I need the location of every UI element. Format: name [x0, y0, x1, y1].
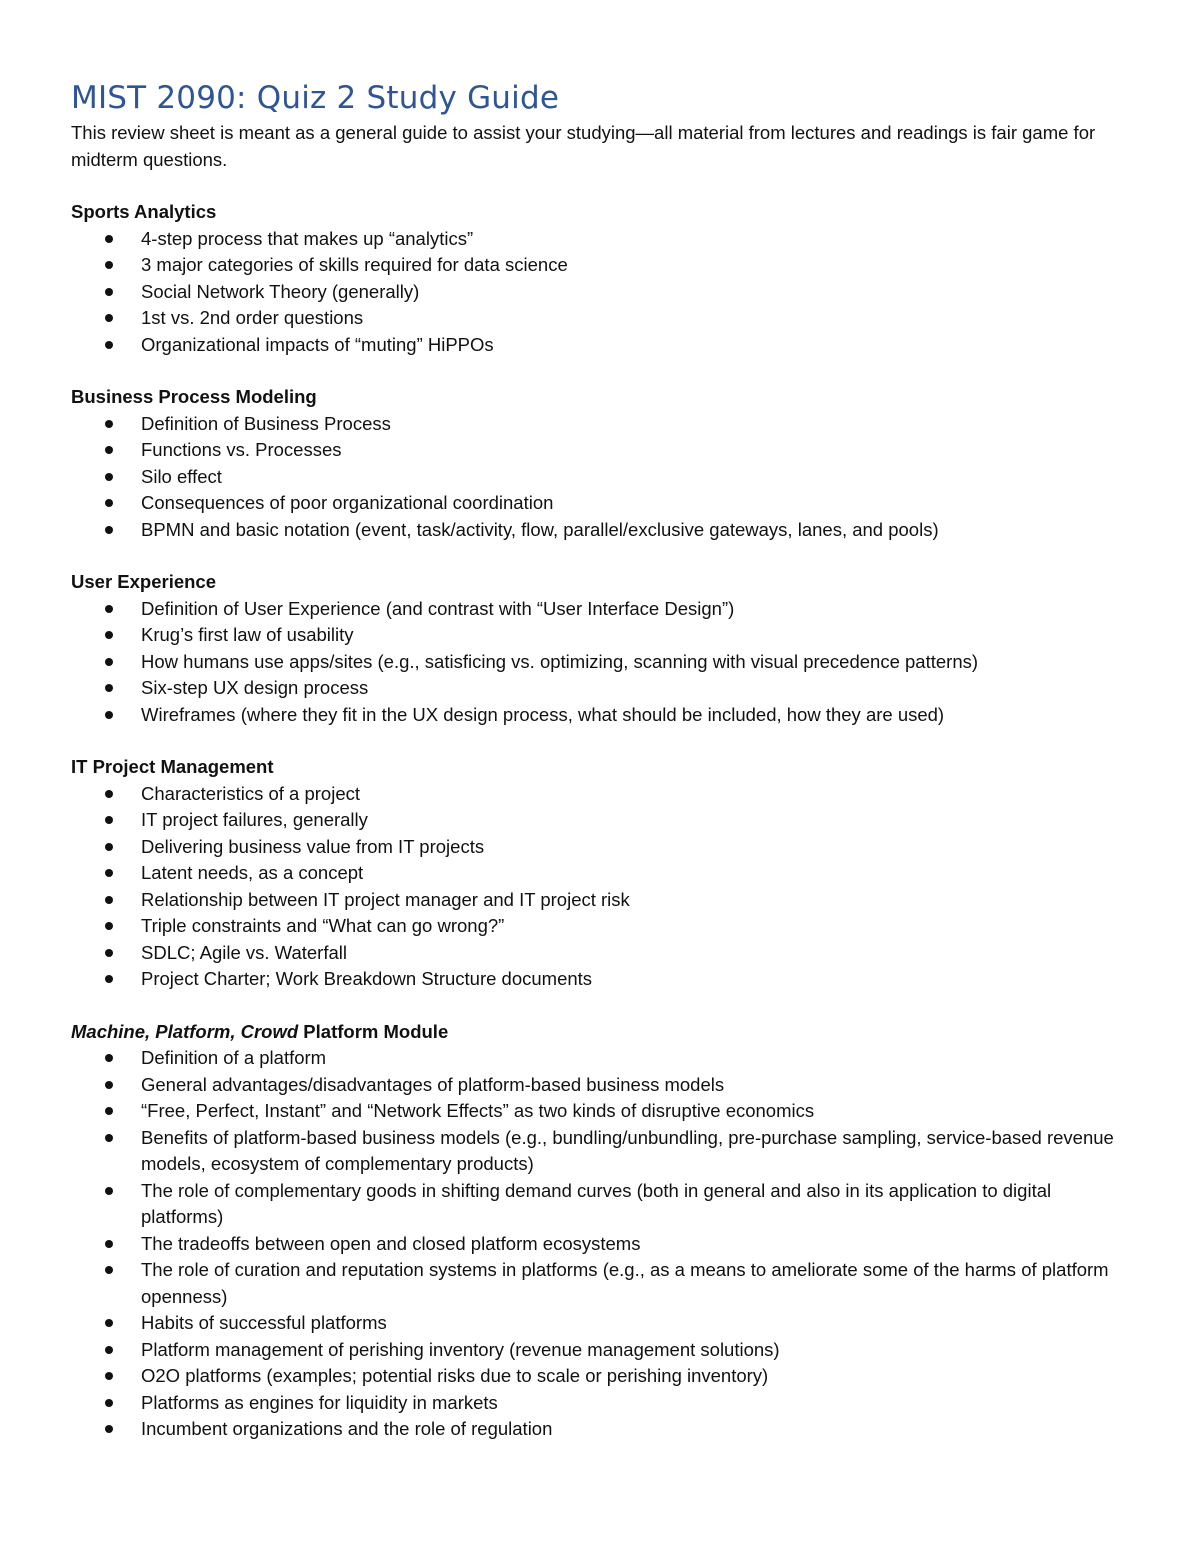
list-item-text: Wireframes (where they fit in the UX design process, what should be included, how they are used): [141, 703, 945, 725]
bullet-icon: [105, 631, 113, 639]
bullet-icon: [105, 1399, 113, 1407]
list-item-text: Organizational impacts of “muting” HiPPOs: [141, 333, 494, 355]
section-heading: [71, 569, 1131, 596]
section: [71, 1019, 1131, 1443]
list-item: [71, 226, 1131, 253]
sections-container: [71, 199, 1131, 1443]
list-item-text: Definition of Business Process: [141, 412, 391, 434]
list-item: [71, 1045, 1131, 1072]
list-item: [71, 464, 1131, 491]
list-item-text: Incumbent organizations and the role of regulation: [141, 1418, 553, 1439]
bullet-icon: [105, 1081, 113, 1089]
list-item-text: How humans use apps/sites (e.g., satisficing vs. optimizing, scanning with visual precedence patterns): [141, 650, 979, 672]
bullet-icon: [105, 446, 113, 454]
bullet-icon: [105, 658, 113, 666]
section-heading-text: IT Project Management: [71, 756, 274, 777]
bullet-icon: [105, 896, 113, 904]
section: [71, 199, 1131, 358]
bullet-icon: [105, 1134, 113, 1142]
list-item: [71, 279, 1131, 306]
bullet-icon: [105, 790, 113, 798]
list-item: [71, 781, 1131, 808]
section-heading: [71, 384, 1131, 411]
list-item-text: 1st vs. 2nd order questions: [141, 307, 364, 328]
section: [71, 754, 1131, 993]
list-item: [71, 596, 1131, 623]
bullet-icon: [105, 261, 113, 269]
list-item: [71, 675, 1131, 702]
section-heading-italic: Machine, Platform, Crowd: [71, 1020, 299, 1042]
list-item: [71, 1125, 1131, 1178]
list-item: [71, 1072, 1131, 1099]
list-item: [71, 252, 1131, 279]
bullet-list: [71, 226, 1131, 359]
list-item: [71, 1231, 1131, 1258]
list-item: [71, 1390, 1131, 1417]
bullet-icon: [105, 922, 113, 930]
list-item-text: BPMN and basic notation (event, task/activity, flow, parallel/exclusive gateways, lanes, and pools): [141, 518, 939, 540]
list-item: [71, 887, 1131, 914]
list-item-text: Silo effect: [141, 465, 222, 487]
bullet-icon: [105, 605, 113, 613]
list-item: [71, 940, 1131, 967]
list-item-text: Six-step UX design process: [141, 677, 369, 698]
bullet-icon: [105, 1425, 113, 1433]
list-item: [71, 966, 1131, 993]
list-item-text: Project Charter; Work Breakdown Structure documents: [141, 968, 593, 989]
bullet-icon: [105, 314, 113, 322]
bullet-icon: [105, 684, 113, 692]
list-item-text: Delivering business value from IT projects: [141, 835, 485, 857]
list-item-text: Latent needs, as a concept: [141, 862, 364, 883]
list-item-text: Krug’s first law of usability: [141, 624, 354, 645]
section-heading-text: Business Process Modeling: [71, 386, 317, 407]
list-item-text: Consequences of poor organizational coordination: [141, 492, 554, 513]
bullet-icon: [105, 473, 113, 481]
list-item: [71, 332, 1131, 359]
section-heading: [71, 199, 1131, 226]
list-item: [71, 834, 1131, 861]
bullet-icon: [105, 816, 113, 824]
intro-paragraph: This review sheet is meant as a general guide to assist your studying—all material from lectures and readings is fair game for midterm questions.: [71, 122, 1096, 170]
bullet-icon: [105, 499, 113, 507]
list-item-text: The role of curation and reputation systems in platforms (e.g., as a means to ameliorate some of the harms of platform openness): [141, 1259, 1109, 1307]
bullet-icon: [105, 1240, 113, 1248]
list-item-text: Social Network Theory (generally): [141, 280, 420, 302]
list-item-text: O2O platforms (examples; potential risks due to scale or perishing inventory): [141, 1365, 769, 1386]
list-item: [71, 1310, 1131, 1337]
bullet-icon: [105, 1266, 113, 1274]
list-item-text: “Free, Perfect, Instant” and “Network Effects” as two kinds of disruptive economics: [141, 1100, 815, 1121]
list-item: [71, 913, 1131, 940]
list-item: [71, 622, 1131, 649]
list-item-text: Triple constraints and “What can go wrong?”: [141, 915, 505, 936]
list-item-text: Platform management of perishing inventory (revenue management solutions): [141, 1338, 780, 1360]
bullet-list: [71, 1045, 1131, 1443]
section-heading-text: User Experience: [71, 571, 217, 592]
bullet-icon: [105, 235, 113, 243]
bullet-icon: [105, 1372, 113, 1380]
list-item-text: Functions vs. Processes: [141, 439, 342, 460]
list-item: [71, 1098, 1131, 1125]
bullet-icon: [105, 1054, 113, 1062]
bullet-icon: [105, 843, 113, 851]
bullet-icon: [105, 1107, 113, 1115]
list-item-text: Relationship between IT project manager and IT project risk: [141, 888, 630, 910]
list-item-text: The tradeoffs between open and closed platform ecosystems: [141, 1232, 641, 1254]
list-item: [71, 860, 1131, 887]
list-item-text: 4-step process that makes up “analytics”: [141, 227, 474, 249]
list-item: [71, 1363, 1131, 1390]
section-heading-text: Platform Module: [298, 1020, 449, 1042]
study-guide-page: [71, 78, 1131, 1443]
list-item-text: General advantages/disadvantages of platform-based business models: [141, 1073, 725, 1095]
list-item-text: Habits of successful platforms: [141, 1312, 387, 1333]
bullet-icon: [105, 420, 113, 428]
list-item: [71, 702, 1131, 729]
list-item-text: SDLC; Agile vs. Waterfall: [141, 941, 347, 963]
section: [71, 569, 1131, 728]
bullet-icon: [105, 975, 113, 983]
section: [71, 384, 1131, 543]
list-item-text: Definition of a platform: [141, 1047, 327, 1068]
bullet-icon: [105, 341, 113, 349]
bullet-icon: [105, 1187, 113, 1195]
list-item: [71, 517, 1131, 544]
bullet-icon: [105, 949, 113, 957]
list-item-text: Definition of User Experience (and contrast with “User Interface Design”): [141, 597, 735, 619]
bullet-icon: [105, 869, 113, 877]
bullet-list: [71, 411, 1131, 544]
bullet-icon: [105, 288, 113, 296]
list-item: [71, 1257, 1131, 1310]
list-item-text: Platforms as engines for liquidity in markets: [141, 1391, 498, 1413]
section-heading: [71, 1019, 1131, 1046]
list-item: [71, 411, 1131, 438]
list-item-text: IT project failures, generally: [141, 809, 368, 830]
list-item: [71, 1178, 1131, 1231]
list-item: [71, 649, 1131, 676]
list-item: [71, 807, 1131, 834]
bullet-icon: [105, 1319, 113, 1327]
bullet-list: [71, 596, 1131, 729]
list-item: [71, 490, 1131, 517]
bullet-list: [71, 781, 1131, 993]
list-item-text: Benefits of platform-based business models (e.g., bundling/unbundling, pre-purchase sampling, service-based revenue models, ecosystem of complementary products): [141, 1126, 1114, 1174]
bullet-icon: [105, 526, 113, 534]
section-heading-text: Sports Analytics: [71, 201, 217, 222]
list-item: [71, 1337, 1131, 1364]
bullet-icon: [105, 1346, 113, 1354]
list-item-text: 3 major categories of skills required for data science: [141, 254, 568, 275]
page-title: MIST 2090: Quiz 2 Study Guide: [71, 80, 560, 116]
list-item: [71, 1416, 1131, 1443]
list-item: [71, 437, 1131, 464]
section-heading: [71, 754, 1131, 781]
bullet-icon: [105, 711, 113, 719]
list-item-text: The role of complementary goods in shifting demand curves (both in general and also in its application to digital platforms): [141, 1179, 1052, 1227]
list-item-text: Characteristics of a project: [141, 782, 361, 804]
list-item: [71, 305, 1131, 332]
